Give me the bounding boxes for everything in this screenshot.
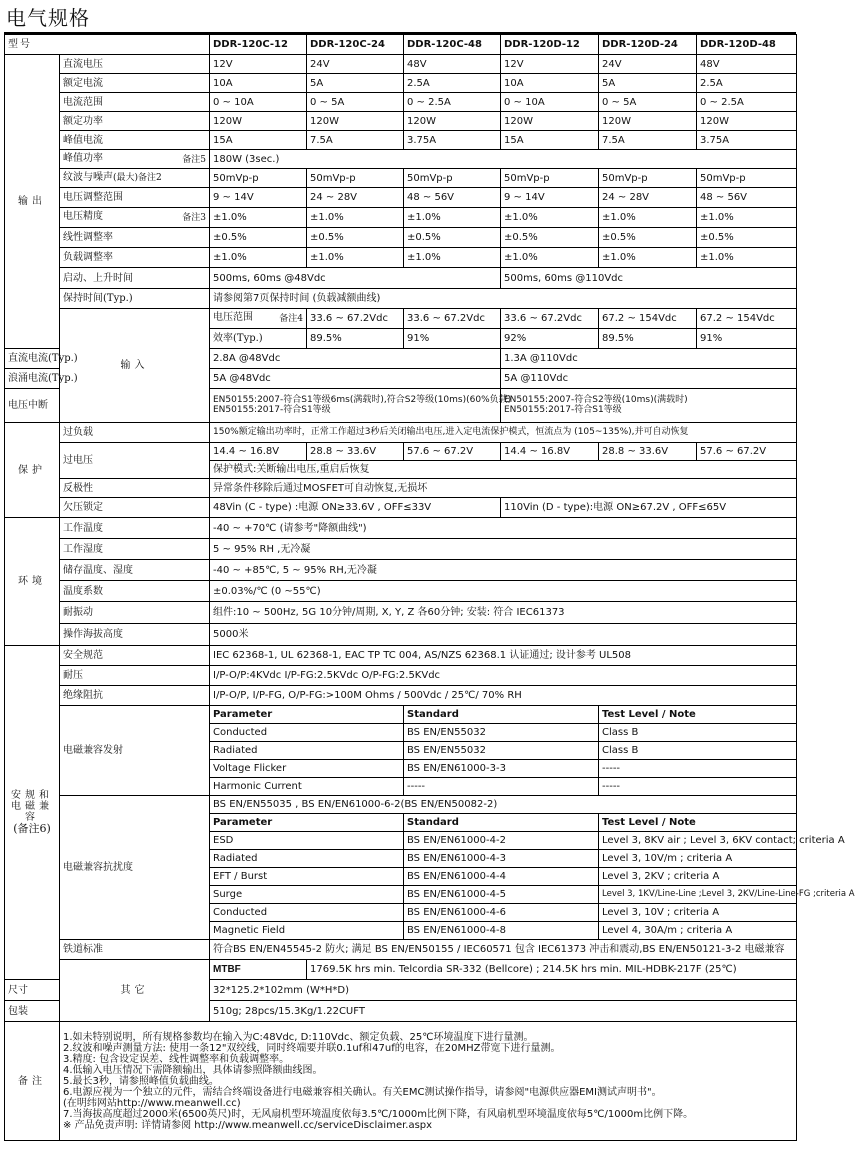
item-label: 欠压锁定 — [60, 498, 210, 518]
spec-value: ±0.5% — [210, 228, 307, 248]
spec-row — [5, 423, 797, 443]
spec-value: ±1.0% — [501, 208, 599, 228]
spec-value: ±1.0% — [599, 208, 697, 228]
spec-row — [5, 443, 797, 461]
spec-row — [5, 169, 797, 188]
spec-value: 48 ~ 56V — [697, 188, 797, 208]
item-label: 电压范围 备注4 — [210, 309, 307, 329]
spec-value: -40 ~ +70℃ (请参考"降额曲线") — [210, 518, 797, 539]
spec-value: 48 ~ 56V — [404, 188, 501, 208]
spec-value: 28.8 ~ 33.6V — [599, 443, 697, 461]
spec-value: 33.6 ~ 67.2Vdc — [501, 309, 599, 329]
spec-value: 24 ~ 28V — [599, 188, 697, 208]
spec-value: 500ms, 60ms @110Vdc — [501, 268, 797, 289]
ems-cell: Level 4, 30A/m ; criteria A — [599, 922, 797, 940]
spec-value: 50mVp-p — [307, 169, 404, 188]
item-label: 工作湿度 — [60, 539, 210, 560]
spec-row — [5, 518, 797, 539]
spec-value: 2.8A @48Vdc — [210, 349, 501, 369]
spec-value: 5000米 — [210, 624, 797, 646]
note-line: 1.如未特别说明，所有规格参数均在输入为C:48Vdc, D:110Vdc、额定负载、25℃环境温度下进行量测。 — [63, 1031, 534, 1043]
spec-row — [5, 560, 797, 581]
item-label: 电压调整范围 — [60, 188, 210, 208]
emi-cell: Voltage Flicker — [210, 760, 404, 778]
ems-cell: BS EN/EN61000-4-8 — [404, 922, 599, 940]
spec-value: 92% — [501, 329, 599, 349]
note-line: 2.纹波和噪声测量方法: 使用一条12"双绞线，同时终端要并联0.1uf和47uf的电容，在20MHZ带宽下进行量测。 — [63, 1042, 561, 1054]
spec-value: 91% — [697, 329, 797, 349]
spec-row — [5, 686, 797, 706]
spec-value: 3.75A — [697, 131, 797, 150]
item-label: 绝缘阻抗 — [60, 686, 210, 706]
emi-cell: Class B — [599, 742, 797, 760]
spec-row — [5, 112, 797, 131]
spec-value: 0 ~ 5A — [307, 93, 404, 112]
item-label: 电压中断 — [5, 389, 60, 423]
spec-value: 120W — [697, 112, 797, 131]
item-label: 峰值功率 备注5 — [60, 150, 210, 169]
emi-cell: Conducted — [210, 724, 404, 742]
spec-value: 67.2 ~ 154Vdc — [599, 309, 697, 329]
page-title: 电气规格 — [6, 6, 90, 30]
ems-cell: BS EN/EN61000-4-2 — [404, 832, 599, 850]
spec-value: ±0.5% — [697, 228, 797, 248]
spec-value: BS EN/EN55035 , BS EN/EN61000-6-2(BS EN/EN50082-2) — [210, 796, 797, 814]
spec-row — [5, 55, 797, 74]
ems-cell: Level 3, 2KV ; criteria A — [599, 868, 797, 886]
model-name: DDR-120C-12 — [210, 35, 307, 55]
item-label: 峰值电流 — [60, 131, 210, 150]
spec-value: 57.6 ~ 67.2V — [697, 443, 797, 461]
spec-value: 180W (3sec.) — [210, 150, 797, 169]
spec-value: 15A — [210, 131, 307, 150]
item-label: 额定功率 — [60, 112, 210, 131]
item-label: 浪涌电流(Typ.) — [5, 369, 60, 389]
spec-value: 5A — [599, 74, 697, 93]
spec-value: 28.8 ~ 33.6V — [307, 443, 404, 461]
spec-value: 48Vin (C - type) :电源 ON≥33.6V , OFF≤33V — [210, 498, 501, 518]
item-label: 保持时间(Typ.) — [60, 289, 210, 309]
spec-value: 150%额定输出功率时，正常工作超过3秒后关闭输出电压,进入定电流保护模式，恒流点为 (105~135%),并可自动恢复 — [210, 423, 797, 443]
spec-row — [5, 624, 797, 646]
group-others: 其它 — [60, 960, 210, 1022]
spec-value: 5A — [307, 74, 404, 93]
spec-value: ±0.5% — [307, 228, 404, 248]
item-label: 工作温度 — [60, 518, 210, 539]
ems-cell: Level 3, 10V ; criteria A — [599, 904, 797, 922]
spec-value: 0 ~ 10A — [501, 93, 599, 112]
emi-cell: ----- — [599, 760, 797, 778]
note-line: 3.精度: 包含设定误差、线性调整率和负载调整率。 — [63, 1053, 290, 1065]
interrupt-c-2007: EN50155:2007-符合S1等级6ms(满载时),符合S2等级(10ms)(60%负载) — [213, 394, 512, 405]
emi-cell: BS EN/EN55032 — [404, 724, 599, 742]
spec-value: I/P-O/P:4KVdc I/P-FG:2.5KVdc O/P-FG:2.5KVdc — [210, 666, 797, 686]
spec-value: 0 ~ 5A — [599, 93, 697, 112]
spec-value: ±0.5% — [599, 228, 697, 248]
spec-value: ±1.0% — [697, 248, 797, 268]
spec-value: 24 ~ 28V — [307, 188, 404, 208]
ems-cell: BS EN/EN61000-4-3 — [404, 850, 599, 868]
spec-value: 91% — [404, 329, 501, 349]
spec-value: ±0.03%/℃ (0 ~55℃) — [210, 581, 797, 602]
spec-value: 120W — [599, 112, 697, 131]
emi-cell: BS EN/EN55032 — [404, 742, 599, 760]
spec-row — [5, 228, 797, 248]
interrupt-d-2017: EN50155:2017-符合S1等级 — [504, 404, 622, 415]
spec-value: 500ms, 60ms @48Vdc — [210, 268, 501, 289]
spec-value: ±1.0% — [697, 208, 797, 228]
item-note: 备注4 — [279, 314, 303, 325]
spec-value: 组件:10 ~ 500Hz, 5G 10分钟/周期, X, Y, Z 各60分钟; 安装: 符合 IEC61373 — [210, 602, 797, 624]
spec-value: ±1.0% — [210, 248, 307, 268]
spec-value: 50mVp-p — [697, 169, 797, 188]
note-line: (在明纬网站http://www.meanwell.cc) — [63, 1097, 241, 1109]
spec-value: 0 ~ 2.5A — [697, 93, 797, 112]
spec-value: 50mVp-p — [599, 169, 697, 188]
ems-cell: BS EN/EN61000-4-4 — [404, 868, 599, 886]
spec-value: 110Vin (D - type):电源 ON≥67.2V , OFF≤65V — [501, 498, 797, 518]
spec-row — [5, 93, 797, 112]
spec-value: IEC 62368-1, UL 62368-1, EAC TP TC 004, AS/NZS 62368.1 认证通过; 设计参考 UL508 — [210, 646, 797, 666]
note-line: ※ 产品免责声明: 详情请参阅 http://www.meanwell.cc/serviceDisclaimer.aspx — [63, 1119, 433, 1131]
model-name: DDR-120C-48 — [404, 35, 501, 55]
spec-row — [5, 940, 797, 960]
spec-value: 1769.5K hrs min. Telcordia SR-332 (Bellcore) ; 214.5K hrs min. MIL-HDBK-217F (25℃) — [307, 960, 797, 980]
spec-value: 0 ~ 2.5A — [404, 93, 501, 112]
item-label: 电流范围 — [60, 93, 210, 112]
spec-row — [5, 150, 797, 169]
spec-value: 请参阅第7页保持时间 (负载减额曲线) — [210, 289, 797, 309]
item-label: MTBF — [210, 960, 307, 980]
group-output: 输出 — [5, 55, 60, 349]
item-label: 电磁兼容发射 — [60, 706, 210, 796]
spec-value: 33.6 ~ 67.2Vdc — [404, 309, 501, 329]
ems-cell: Radiated — [210, 850, 404, 868]
spec-value: 14.4 ~ 16.8V — [501, 443, 599, 461]
spec-value: 10A — [501, 74, 599, 93]
spec-row — [5, 1022, 797, 1141]
spec-value: 5 ~ 95% RH ,无冷凝 — [210, 539, 797, 560]
note-line: 4.低输入电压情况下需降额输出，具体请参照降额曲线图。 — [63, 1064, 323, 1076]
spec-value: ±1.0% — [404, 248, 501, 268]
spec-row — [5, 479, 797, 498]
item-label: 反极性 — [60, 479, 210, 498]
spec-value: ±1.0% — [404, 208, 501, 228]
model-name: DDR-120D-48 — [697, 35, 797, 55]
item-label: 效率(Typ.) — [210, 329, 307, 349]
group-environment: 环境 — [5, 518, 60, 646]
model-label: 型号 — [5, 35, 210, 55]
item-label: 铁道标准 — [60, 940, 210, 960]
spec-row — [5, 74, 797, 93]
spec-value: -40 ~ +85℃, 5 ~ 95% RH,无冷凝 — [210, 560, 797, 581]
model-name: DDR-120D-24 — [599, 35, 697, 55]
spec-value: ±0.5% — [404, 228, 501, 248]
spec-value: 120W — [307, 112, 404, 131]
ems-cell: ESD — [210, 832, 404, 850]
item-label: 直流电压 — [60, 55, 210, 74]
interrupt-d-2007: EN50155:2007-符合S2等级(10ms)(满载时) — [504, 394, 688, 405]
spec-value: 120W — [404, 112, 501, 131]
spec-row — [5, 131, 797, 150]
spec-table — [4, 34, 855, 1141]
emi-header: Parameter — [210, 706, 404, 724]
item-label: 过电压 — [60, 443, 210, 479]
spec-value: 15A — [501, 131, 599, 150]
ems-cell: EFT / Burst — [210, 868, 404, 886]
spec-value: 2.5A — [697, 74, 797, 93]
emi-cell: ----- — [599, 778, 797, 796]
emi-cell: Radiated — [210, 742, 404, 760]
spec-row — [5, 268, 797, 289]
spec-value: 120W — [210, 112, 307, 131]
spec-value: 120W — [501, 112, 599, 131]
spec-value: 510g; 28pcs/15.3Kg/1.22CUFT — [210, 1001, 797, 1022]
spec-row — [5, 498, 797, 518]
spec-value: 5A @110Vdc — [501, 369, 797, 389]
model-name: DDR-120C-24 — [307, 35, 404, 55]
spec-value: 89.5% — [307, 329, 404, 349]
spec-row — [5, 796, 797, 814]
spec-value: 2.5A — [404, 74, 501, 93]
spec-value: 7.5A — [307, 131, 404, 150]
item-label: 线性调整率 — [60, 228, 210, 248]
emi-cell: BS EN/EN61000-3-3 — [404, 760, 599, 778]
spec-row — [5, 646, 797, 666]
item-label: 安全规范 — [60, 646, 210, 666]
spec-value: 33.6 ~ 67.2Vdc — [307, 309, 404, 329]
spec-value: 67.2 ~ 154Vdc — [697, 309, 797, 329]
emi-cell: Class B — [599, 724, 797, 742]
spec-value: 57.6 ~ 67.2V — [404, 443, 501, 461]
emi-cell: Harmonic Current — [210, 778, 404, 796]
spec-value: 保护模式:关断输出电压,重启后恢复 — [210, 461, 797, 479]
item-label: 耐压 — [60, 666, 210, 686]
spec-value: 7.5A — [599, 131, 697, 150]
spec-value: 48V — [404, 55, 501, 74]
spec-row — [5, 539, 797, 560]
notes-body — [60, 1022, 797, 1141]
ems-header: Standard — [404, 814, 599, 832]
spec-value: 24V — [599, 55, 697, 74]
item-label: 电压精度 备注3 — [60, 208, 210, 228]
item-label: 电磁兼容抗扰度 — [60, 796, 210, 940]
spec-value: 10A — [210, 74, 307, 93]
spec-value: ±1.0% — [307, 208, 404, 228]
spec-value: I/P-O/P, I/P-FG, O/P-FG:>100M Ohms / 500Vdc / 25℃/ 70% RH — [210, 686, 797, 706]
note-line: 6.电源应视为一个独立的元件，需结合终端设备进行电磁兼容相关确认。有关EMC测试操作指导，请参阅"电源供应器EMI测试声明书"。 — [63, 1086, 662, 1098]
spec-value: 50mVp-p — [210, 169, 307, 188]
spec-row — [5, 35, 797, 55]
spec-value: ±0.5% — [501, 228, 599, 248]
spec-value: 50mVp-p — [404, 169, 501, 188]
model-name: DDR-120D-12 — [501, 35, 599, 55]
item-label: 过负载 — [60, 423, 210, 443]
spec-row — [5, 309, 797, 329]
spec-value: 48V — [697, 55, 797, 74]
spec-value — [501, 389, 797, 423]
group-safety-emc: 安规和电磁兼容 (备注6) — [5, 646, 60, 980]
item-note: 备注3 — [182, 213, 206, 224]
emi-header: Test Level / Note — [599, 706, 797, 724]
spec-value: ±1.0% — [210, 208, 307, 228]
spec-value: 5A @48Vdc — [210, 369, 501, 389]
item-label: 直流电流(Typ.) — [5, 349, 60, 369]
spec-value: 符合BS EN/EN45545-2 防火; 满足 BS EN/EN50155 / IEC60571 包含 IEC61373 冲击和震动,BS EN/EN50121-3-2 电磁兼容 — [210, 940, 797, 960]
item-label: 纹波与噪声(最大)备注2 — [60, 169, 210, 188]
item-label: 启动、上升时间 — [60, 268, 210, 289]
spec-value: 89.5% — [599, 329, 697, 349]
spec-value: 12V — [210, 55, 307, 74]
note-line: 5.最长3秒，请参照峰值负载曲线。 — [63, 1075, 219, 1087]
ems-cell: BS EN/EN61000-4-5 — [404, 886, 599, 904]
ems-cell: Level 3, 8KV air ; Level 3, 6KV contact; criteria A — [599, 832, 797, 850]
spec-value: 12V — [501, 55, 599, 74]
item-sublabel: (最大) — [113, 173, 139, 184]
ems-header: Test Level / Note — [599, 814, 797, 832]
group-input: 输入 — [60, 309, 210, 423]
spec-row — [5, 188, 797, 208]
spec-row — [5, 289, 797, 309]
item-label: 负载调整率 — [60, 248, 210, 268]
item-label: 耐振动 — [60, 602, 210, 624]
spec-value: 14.4 ~ 16.8V — [210, 443, 307, 461]
spec-value: 0 ~ 10A — [210, 93, 307, 112]
note-line: 7.当海拔高度超过2000米(6500英尺)时，无风扇机型环境温度依每3.5℃/1000m比例下降，有风扇机型环境温度依每5℃/1000m比例下降。 — [63, 1108, 694, 1120]
spec-value — [210, 389, 512, 423]
spec-value: 50mVp-p — [501, 169, 599, 188]
spec-value: 32*125.2*102mm (W*H*D) — [210, 980, 797, 1001]
item-note: 备注2 — [138, 173, 162, 184]
item-label: 尺寸 — [5, 980, 60, 1001]
spec-row — [5, 208, 797, 228]
emi-cell: ----- — [404, 778, 599, 796]
ems-cell: Level 3, 1KV/Line-Line ;Level 3, 2KV/Line-Line-FG ;criteria A — [599, 886, 797, 904]
spec-value: ±1.0% — [307, 248, 404, 268]
spec-value: 1.3A @110Vdc — [501, 349, 797, 369]
spec-value: ±1.0% — [599, 248, 697, 268]
group-protection: 保护 — [5, 423, 60, 518]
item-label: 储存温度、湿度 — [60, 560, 210, 581]
interrupt-c-2017: EN50155:2017-符合S1等级 — [213, 404, 331, 415]
item-label: 包装 — [5, 1001, 60, 1022]
ems-cell: Conducted — [210, 904, 404, 922]
spec-value: 9 ~ 14V — [501, 188, 599, 208]
spec-value: ±1.0% — [501, 248, 599, 268]
ems-header: Parameter — [210, 814, 404, 832]
item-label: 温度系数 — [60, 581, 210, 602]
ems-cell: Level 3, 10V/m ; criteria A — [599, 850, 797, 868]
emi-header: Standard — [404, 706, 599, 724]
ems-cell: Surge — [210, 886, 404, 904]
spec-value: 24V — [307, 55, 404, 74]
spec-value: 9 ~ 14V — [210, 188, 307, 208]
group-notes: 备注 — [5, 1022, 60, 1141]
spec-row — [5, 248, 797, 268]
spec-row — [5, 666, 797, 686]
spec-row — [5, 706, 797, 724]
spec-row — [5, 960, 797, 980]
spec-value: 3.75A — [404, 131, 501, 150]
item-label: 操作海拔高度 — [60, 624, 210, 646]
ems-cell: BS EN/EN61000-4-6 — [404, 904, 599, 922]
item-note: 备注5 — [182, 154, 206, 165]
spec-row — [5, 602, 797, 624]
spec-value: 异常条件移除后通过MOSFET可自动恢复,无损坏 — [210, 479, 797, 498]
spec-row — [5, 581, 797, 602]
ems-cell: Magnetic Field — [210, 922, 404, 940]
group-note: (备注6) — [13, 821, 51, 835]
item-label: 额定电流 — [60, 74, 210, 93]
